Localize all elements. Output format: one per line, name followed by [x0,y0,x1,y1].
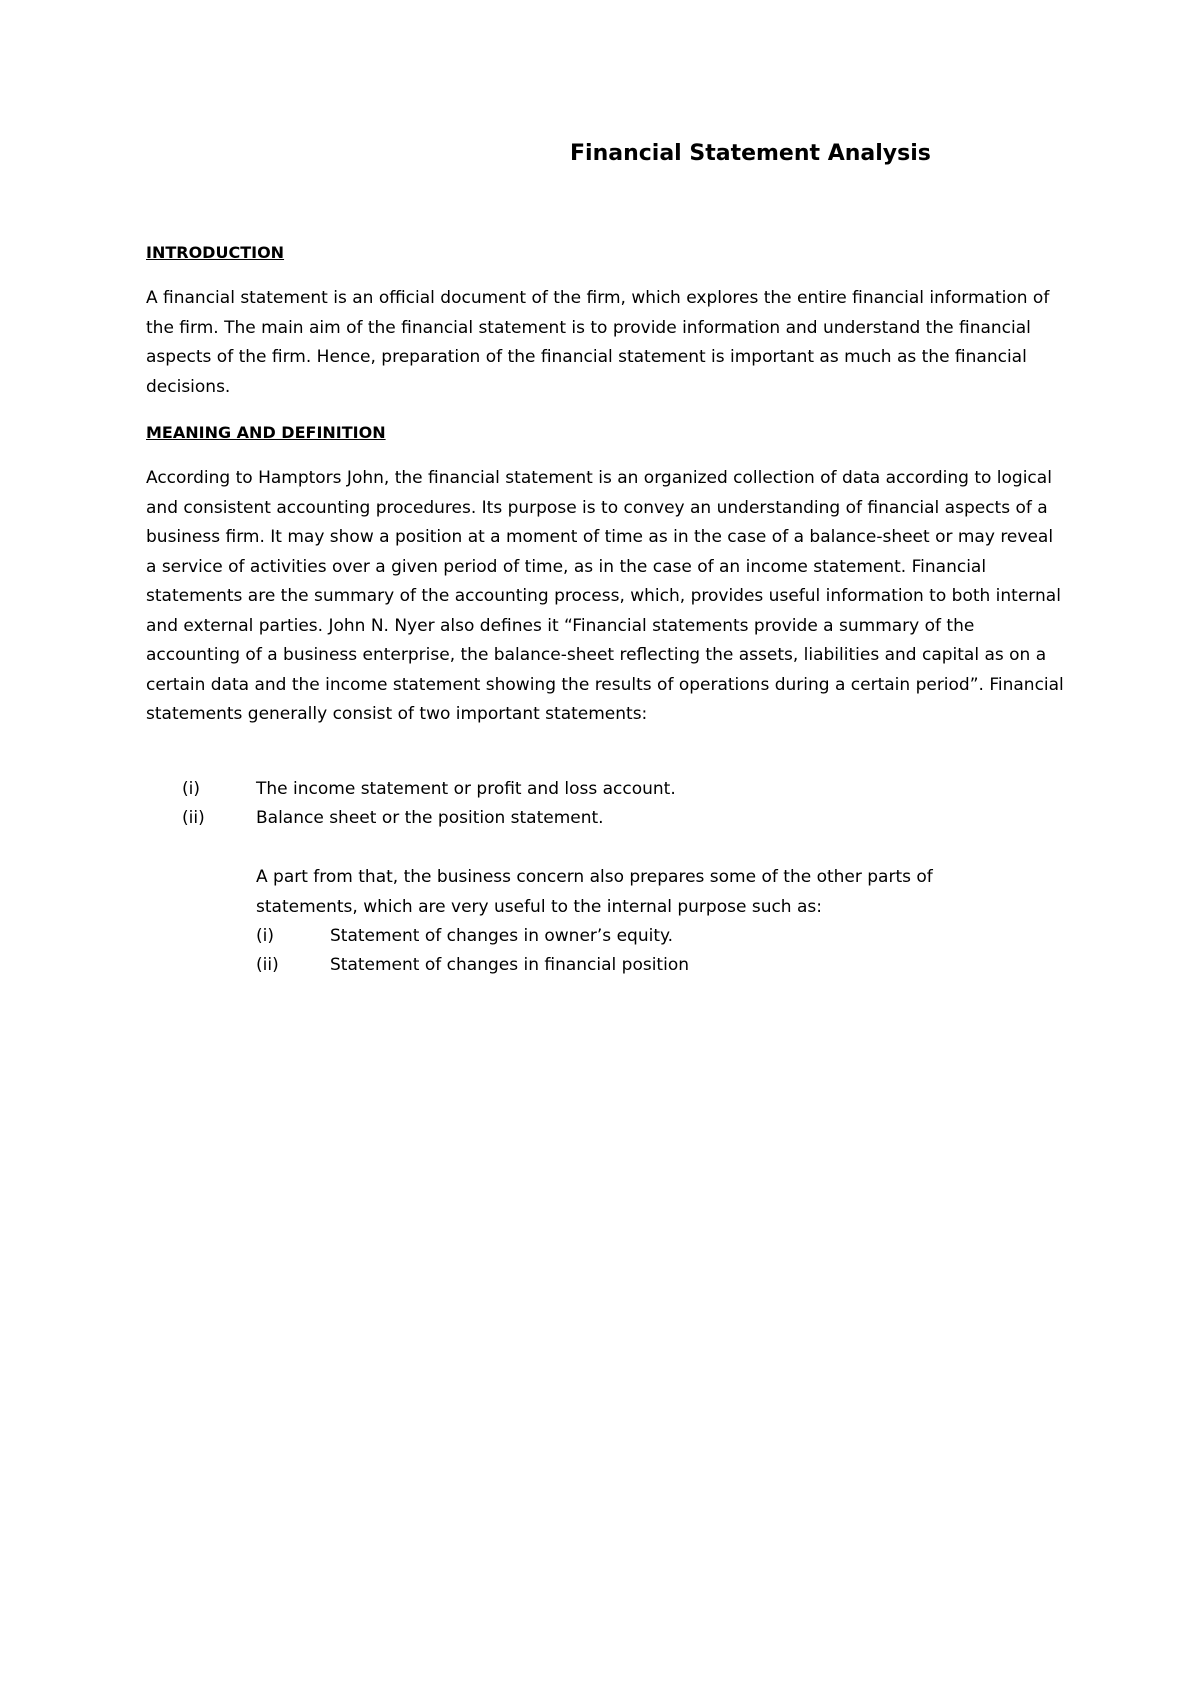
list-item-text: Balance sheet or the position statement. [256,808,604,828]
definition-paragraph: According to Hamptors John, the financial statement is an organized collection of data according to logical and consistent accounting procedures. Its purpose is to convey an understanding of financial aspects of a business firm. It may show a position at a moment of time as in the case of a balance-sheet or may reveal a service of activities over a given period of time, as in the case of an income statement. Financial statements are the summary of the accounting process, which, provides useful information to both internal and external parties. John N. Nyer also defines it “Financial statements provide a summary of the accounting of a business enterprise, the balance-sheet reflecting the assets, liabilities and capital as on a certain data and the income statement showing the results of operations during a certain period”. Financial statements generally consist of two important statements: [146,468,1064,724]
list-marker: (i) [256,926,274,946]
introduction-paragraph: A financial statement is an official document of the firm, which explores the entire financial information of the firm. The main aim of the financial statement is to provide information and understand the financial aspects of the firm. Hence, preparation of the financial statement is important as much as the financial decisions. [146,288,1050,397]
sub-paragraph: A part from that, the business concern also prepares some of the other parts of statements, which are very useful to the internal purpose such as: [256,867,933,917]
list-item-text: The income statement or profit and loss account. [256,779,676,799]
list-marker: (ii) [256,955,279,975]
list-marker: (ii) [182,808,205,828]
list-marker: (i) [182,779,200,799]
list-item-text: Statement of changes in owner’s equity. [330,926,674,946]
document-title: Financial Statement Analysis [570,141,931,166]
section-heading-meaning-definition: MEANING AND DEFINITION [146,423,386,442]
section-heading-introduction: INTRODUCTION [146,243,285,262]
list-item-text: Statement of changes in financial position [330,955,690,975]
